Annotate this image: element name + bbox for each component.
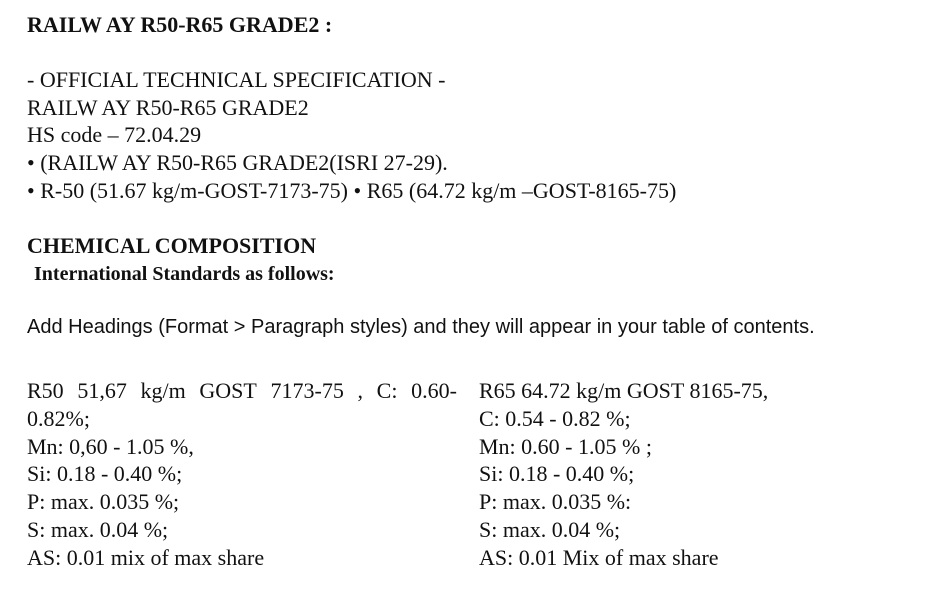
r50-phosphorus-line: P: max. 0.035 %; [27,489,180,515]
chemical-composition-subheading: International Standards as follows: [34,263,335,285]
r65-header-line: R65 64.72 kg/m GOST 8165-75, [479,378,769,403]
headings-note: Add Headings (Format > Paragraph styles) and they will appear in your table of contents. [27,316,815,338]
r50-word: 51,67 [77,378,127,403]
r50-word: R50 [27,378,64,403]
r65-carbon-line: C: 0.54 - 0.82 %; [479,405,631,431]
r50-manganese-line: Mn: 0,60 - 1.05 %, [27,433,194,459]
document-title: RAILW AY R50-R65 GRADE2 : [27,12,333,37]
r65-composition-column [479,377,909,572]
r65-sulfur-line: S: max. 0.04 %; [479,516,621,542]
spec-line-product: RAILW AY R50-R65 GRADE2 [27,95,309,120]
r50-first-line [27,377,457,405]
spec-line-hs-code: HS code – 72.04.29 [27,122,202,147]
chemical-composition-heading: CHEMICAL COMPOSITION [27,233,317,258]
r65-phosphorus-line: P: max. 0.035 %: [479,489,632,515]
r65-arsenic-line: AS: 0.01 Mix of max share [479,544,719,570]
r65-silicon-line: Si: 0.18 - 0.40 %; [479,461,635,487]
r50-word: GOST [199,378,257,403]
spec-line-gost: • R-50 (51.67 kg/m-GOST-7173-75) • R65 (64.72 kg/m –GOST-8165-75) [27,178,677,203]
r50-word: kg/m [140,378,186,403]
r50-carbon-line: 0.82%; [27,405,90,431]
r50-sulfur-line: S: max. 0.04 %; [27,516,169,542]
r50-word: , [357,378,363,403]
r50-word: 7173-75 [270,378,344,403]
spec-line-official: - OFFICIAL TECHNICAL SPECIFICATION - [27,67,446,92]
r50-silicon-line: Si: 0.18 - 0.40 %; [27,461,183,487]
spec-line-isri: • (RAILW AY R50-R65 GRADE2(ISRI 27-29). [27,150,448,175]
r50-word: C: [376,378,398,403]
r65-manganese-line: Mn: 0.60 - 1.05 % ; [479,433,652,459]
r50-composition-column [27,377,457,572]
r50-word: 0.60- [411,378,457,403]
r50-arsenic-line: AS: 0.01 mix of max share [27,544,265,570]
